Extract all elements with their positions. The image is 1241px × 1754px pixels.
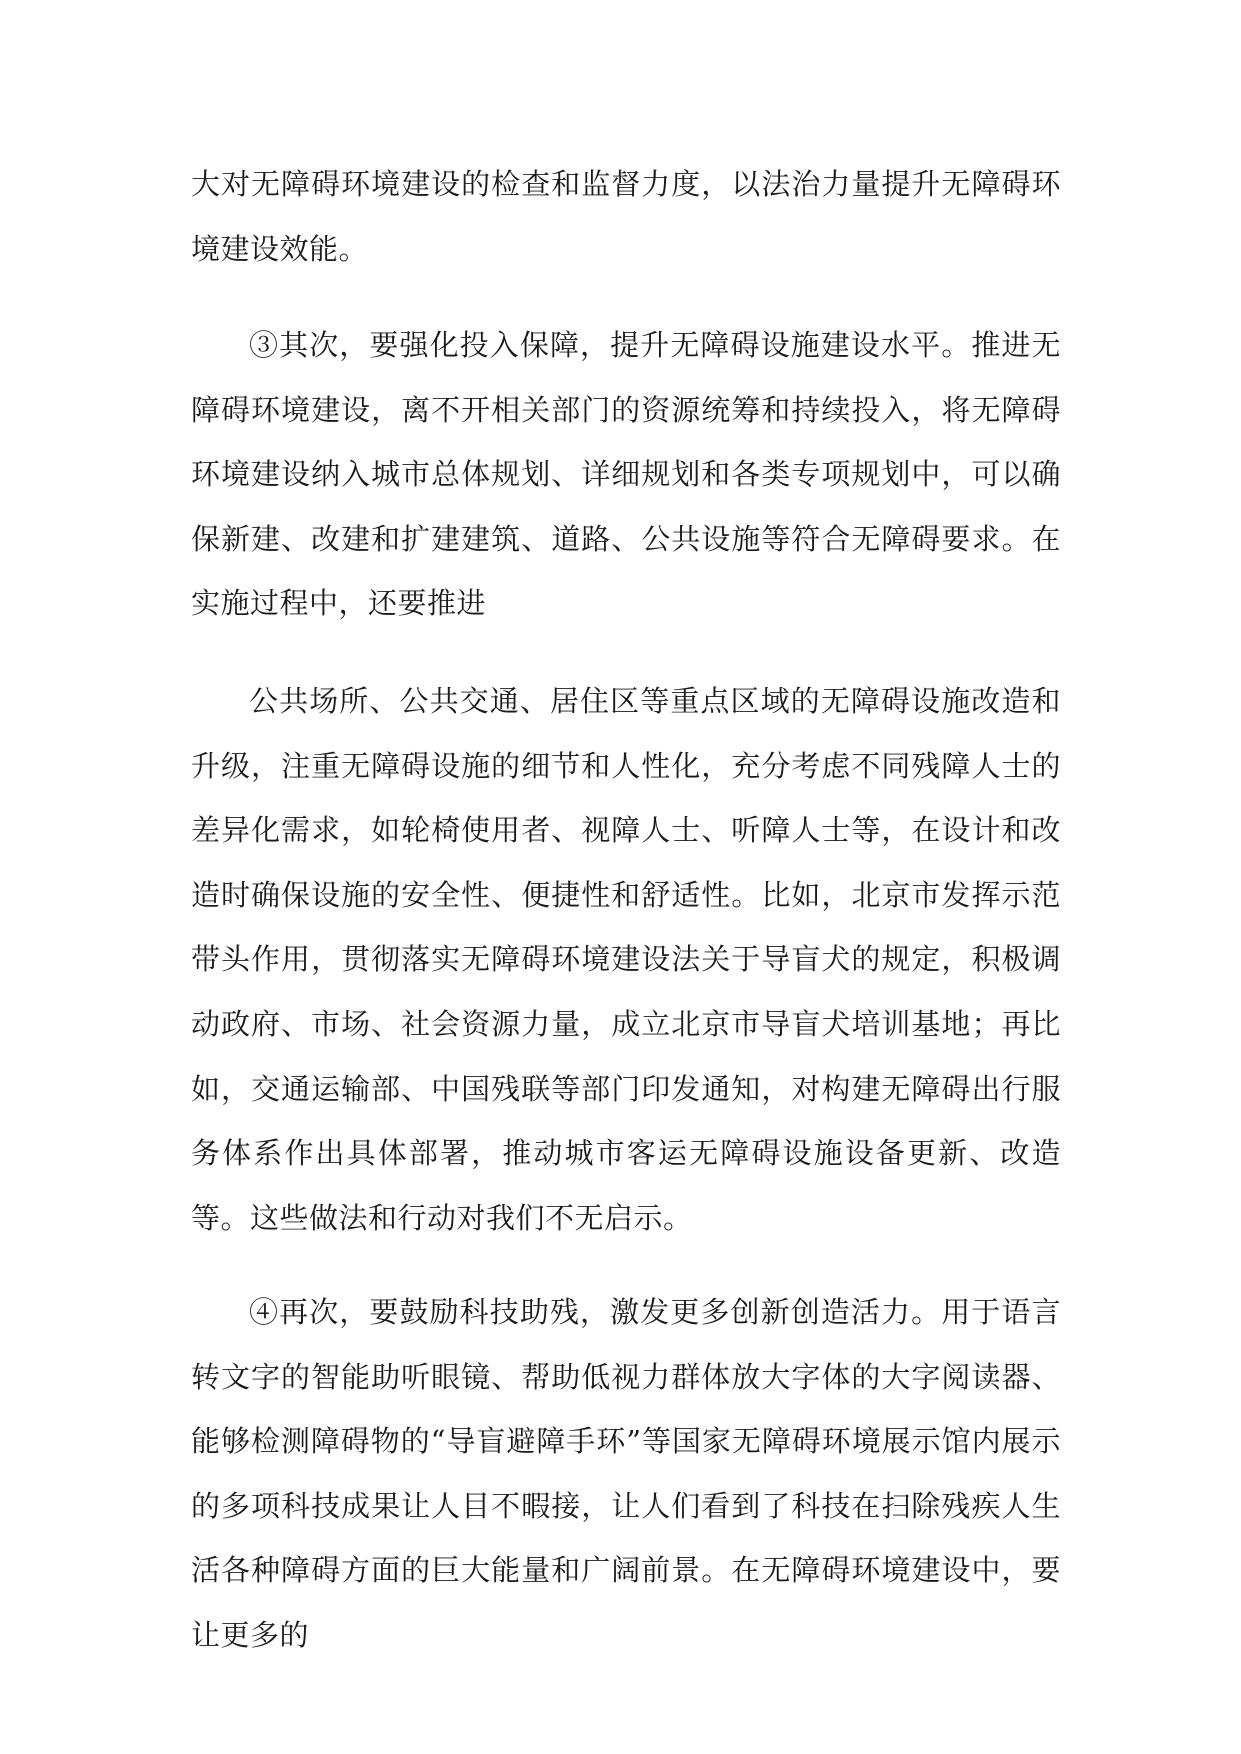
paragraph-technology-assistance: ④再次，要鼓励科技助残，激发更多创新创造活力。用于语言转文字的智能助听眼镜、帮助低视力群体放大字体的大字阅读器、能够检测障碍物的“导盲避障手环”等国家无障碍环境展示馆内展示的多项科技成果让人目不暇接，让人们看到了科技在扫除残疾人生活各种障碍方面的巨大能量和广阔前景。在无障碍环境建设中，要让更多的 <box>191 1295 1061 1652</box>
paragraph-investment-guarantee: ③其次，要强化投入保障，提升无障碍设施建设水平。推进无障碍环境建设，离不开相关部门的资源统筹和持续投入，将无障碍环境建设纳入城市总体规划、详细规划和各类专项规划中，可以确保新建、改建和扩建建筑、道路、公共设施等符合无障碍要求。在实施过程中，还要推进 <box>191 328 1061 621</box>
paragraph-continuation: 大对无障碍环境建设的检查和监督力度，以法治力量提升无障碍环境建设效能。 <box>191 167 1061 266</box>
paragraph-key-areas-renovation: 公共场所、公共交通、居住区等重点区域的无障碍设施改造和升级，注重无障碍设施的细节和人性化，充分考虑不同残障人士的差异化需求，如轮椅使用者、视障人士、听障人士等，在设计和改造时确保设施的安全性、便捷性和舒适性。比如，北京市发挥示范带头作用，贯彻落实无障碍环境建设法关于导盲犬的规定，积极调动政府、市场、社会资源力量，成立北京市导盲犬培训基地；再比如，交通运输部、中国残联等部门印发通知，对构建无障碍出行服务体系作出具体部署，推动城市客运无障碍设施设备更新、改造等。这些做法和行动对我们不无启示。 <box>191 684 1061 1235</box>
